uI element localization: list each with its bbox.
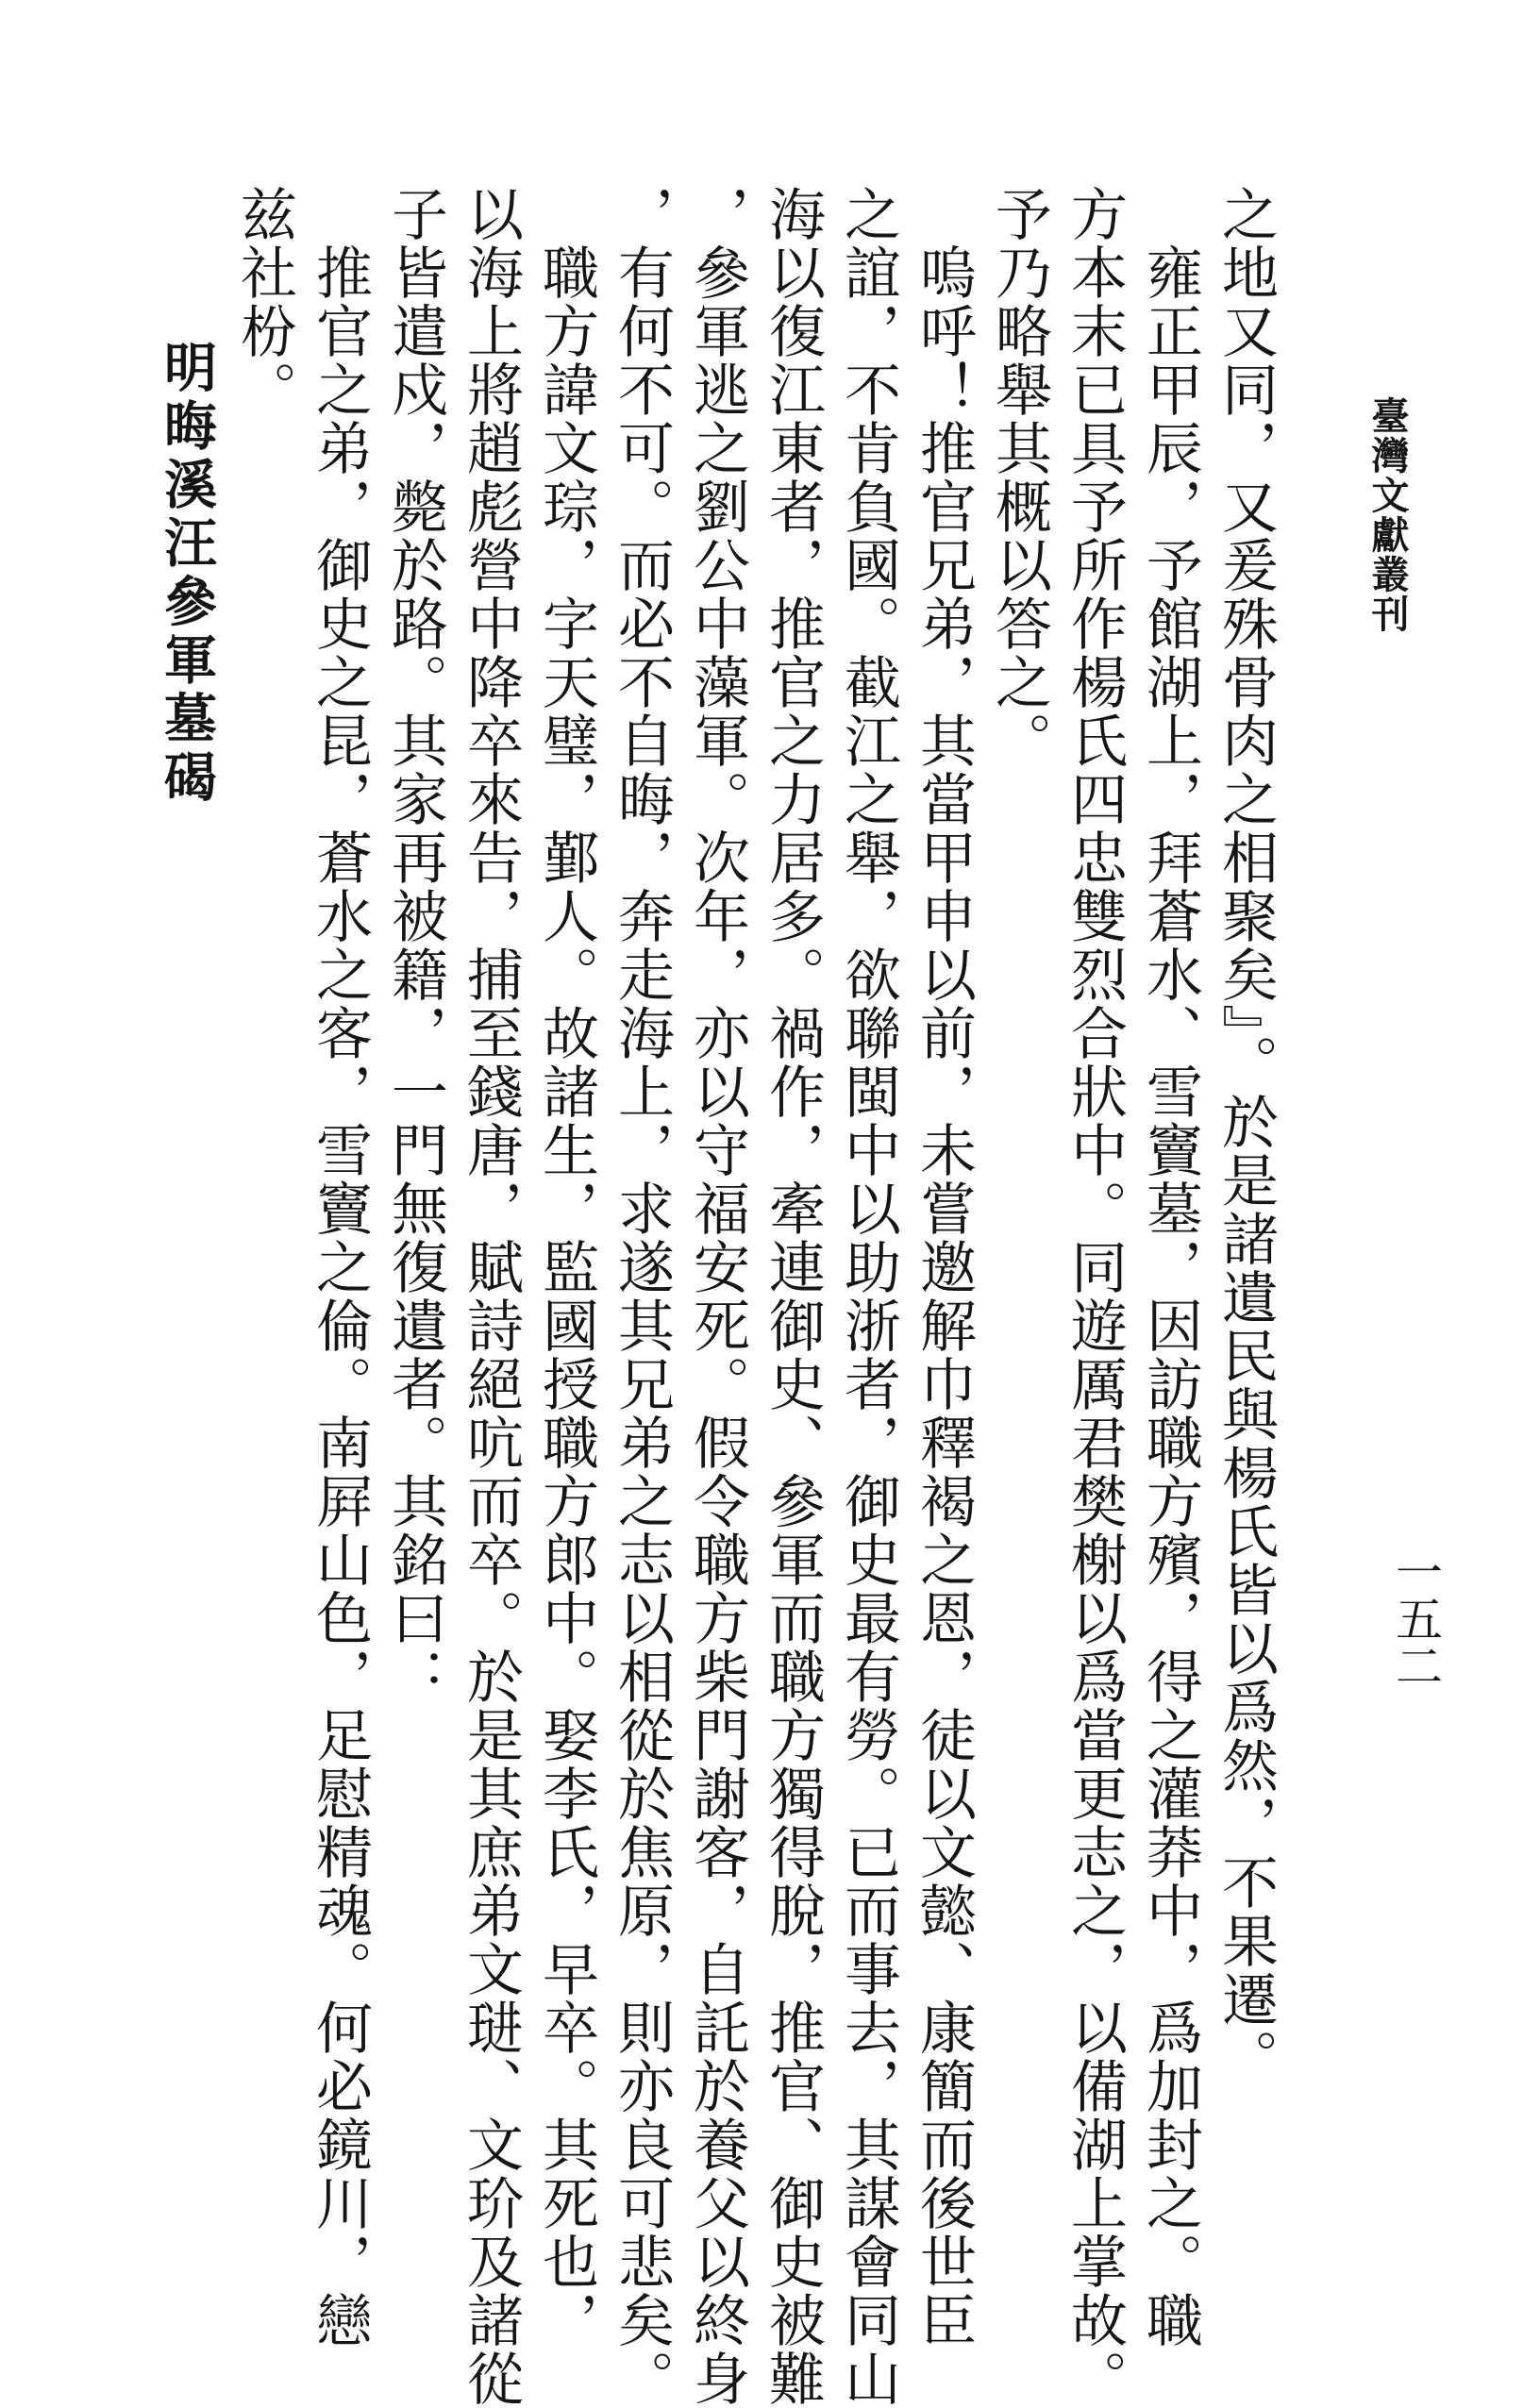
text-column: 之誼，不肯負國。截江之舉，欲聯閩中以助浙者，御史最有勞。已而事去，其謀會同山: [835, 185, 901, 2408]
text-column: 方本末已具予所作楊氏四忠雙烈合狀中。同遊厲君樊榭以爲當更志之，以備湖上掌故。: [1062, 185, 1128, 2408]
text-column: 雍正甲辰，予館湖上，拜蒼水、雪竇墓，因訪職方殯，得之灌莽中，爲加封之。職: [1137, 185, 1203, 2349]
text-column: ，有何不可。而必不自晦，奔走海上，求遂其兄弟之志以相從於焦原，則亦良可悲矣。: [609, 185, 675, 2408]
text-column: 子皆遣戍，斃於路。其家再被籍，一門無復遺者。其銘曰：: [382, 185, 448, 1706]
page-number: 一五二: [1388, 1547, 1443, 1689]
text-column: 職方諱文琮，字天璧，鄞人。故諸生，監國授職方郎中。娶李氏，早卒。其死也，: [533, 185, 599, 2349]
text-column: 之地又同，又爰殊骨肉之相聚矣』。於是諸遺民與楊氏皆以爲然，不果遷。: [1213, 185, 1279, 2087]
text-column: 海以復江東者，推官之力居多。禍作，牽連御史、參軍而職方獨得脫，推官、御史被難: [760, 185, 826, 2408]
text-column: ，參軍逃之劉公中藻軍。次年，亦以守福安死。假令職方柴門謝客，自託於養父以終身: [684, 185, 750, 2408]
text-column: 嗚呼！推官兄弟，其當甲申以前，未嘗邀解巾釋褐之恩，徒以文懿、康簡而後世臣: [911, 185, 977, 2349]
running-header-series-title: 臺灣文獻叢刊: [1365, 396, 1410, 634]
text-column: 兹社枌。: [231, 185, 297, 419]
text-column: 予乃略舉其概以答之。: [986, 185, 1052, 770]
text-column: 以海上將趙彪營中降卒來告，捕至錢唐，賦詩絕吭而卒。於是其庶弟文琎、文玠及諸從: [458, 185, 524, 2408]
next-section-title: 明晦溪汪參軍墓碣: [156, 340, 218, 808]
body-text: [231, 185, 1283, 2408]
text-column: 推官之弟，御史之昆，蒼水之客，雪竇之倫。南屛山色，足慰精魂。何必鏡川，戀: [307, 185, 373, 2349]
